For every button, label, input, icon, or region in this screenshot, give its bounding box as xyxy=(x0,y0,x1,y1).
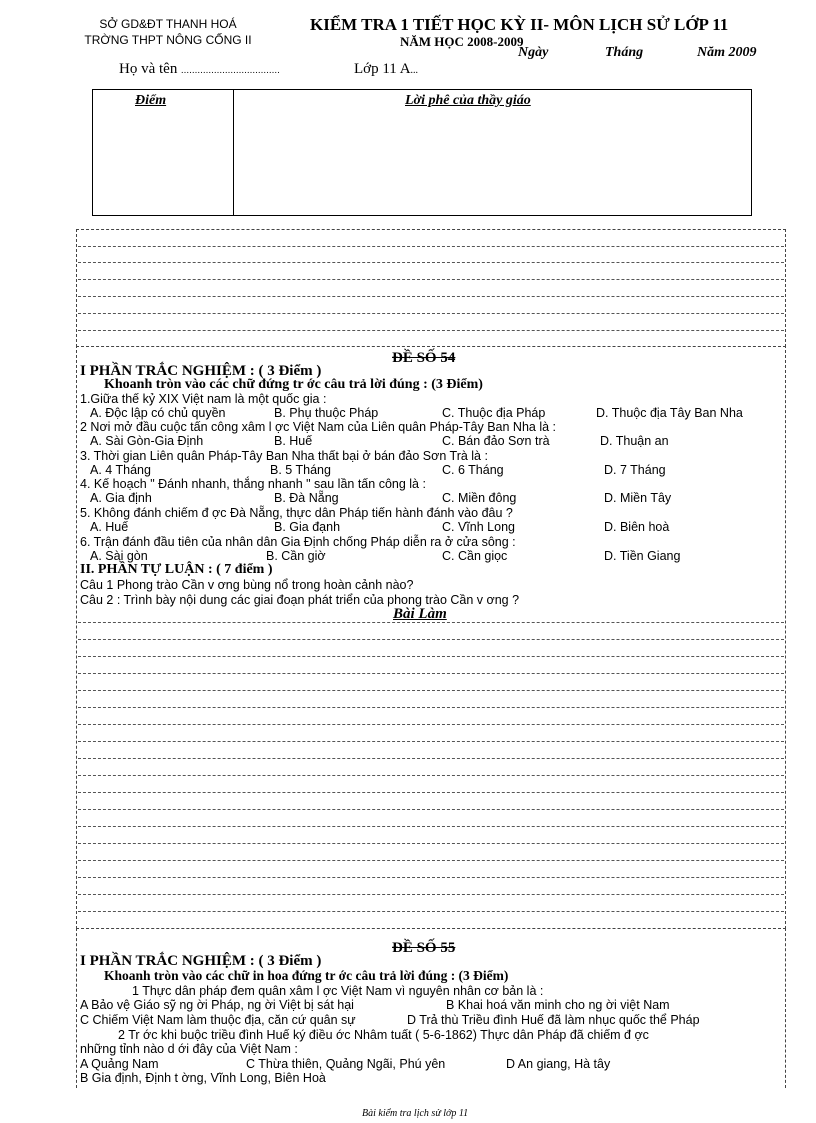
answer-line[interactable] xyxy=(78,792,784,793)
answer-line[interactable] xyxy=(78,690,784,691)
question-1: 1.Giữa thế kỷ XIX Việt nam là một quốc gia : xyxy=(80,392,327,406)
answer-line[interactable] xyxy=(78,724,784,725)
exam-54-part2-title: II. PHẦN TỰ LUẬN : ( 7 điểm ) xyxy=(80,562,273,577)
exam-55-answer-1c[interactable]: C Chiếm Việt Nam làm thuộc địa, căn cứ quân sự xyxy=(80,1013,356,1027)
exam-55-answer-2b[interactable]: B Gia định, Định t ờng, Vĩnh Long, Biên Hoà xyxy=(80,1071,326,1085)
answer-heading: Bài Làm xyxy=(393,606,447,622)
score-comment-box xyxy=(92,89,752,216)
exam-54-code: ĐỀ SỐ 54 xyxy=(392,350,456,366)
answer-line[interactable] xyxy=(78,860,784,861)
answer-line[interactable] xyxy=(78,639,784,640)
dotted-line xyxy=(78,246,784,247)
answer-line[interactable] xyxy=(78,894,784,895)
date-year-label: Năm 2009 xyxy=(697,45,757,60)
question-5: 5. Không đánh chiếm đ ợc Đà Nẵng, thực dân Pháp tiến hành đánh vào đâu ? xyxy=(80,506,513,520)
teacher-comment-label: Lời phê của thầy giáo xyxy=(405,93,531,108)
answer-2a[interactable]: A. Sài Gòn-Gia Định xyxy=(90,434,204,448)
date-month-label: Tháng xyxy=(605,45,644,60)
question-3: 3. Thời gian Liên quân Pháp-Tây Ban Nha thất bại ở bán đảo Sơn Trà là : xyxy=(80,449,488,463)
answer-line[interactable] xyxy=(78,707,784,708)
exam-55-answer-1d[interactable]: D Trả thù Triều đình Huế đã làm nhục quốc thể Pháp xyxy=(407,1013,700,1027)
exam-55-code: ĐỀ SỐ 55 xyxy=(392,940,456,956)
answer-5d[interactable]: D. Biên hoà xyxy=(604,520,670,534)
answer-line[interactable] xyxy=(78,843,784,844)
answer-5c[interactable]: C. Vĩnh Long xyxy=(442,520,515,534)
dotted-line xyxy=(78,330,784,331)
answer-line[interactable] xyxy=(78,809,784,810)
answer-6b[interactable]: B. Cần giờ xyxy=(266,549,326,563)
exam-title: KIỂM TRA 1 TIẾT HỌC KỲ II- MÔN LỊCH SỬ LỚP 11 xyxy=(310,15,729,34)
name-dots: .................................... xyxy=(181,65,281,75)
exam-55-answer-2d[interactable]: D An giang, Hà tây xyxy=(506,1057,611,1071)
answer-4d[interactable]: D. Miền Tây xyxy=(604,491,672,505)
question-4: 4. Kế hoạch " Đánh nhanh, thắng nhanh " sau lần tấn công là : xyxy=(80,477,426,491)
answer-1d[interactable]: D. Thuộc địa Tây Ban Nha xyxy=(596,406,743,420)
answer-6c[interactable]: C. Cần giọc xyxy=(442,549,508,563)
answer-5a[interactable]: A. Huế xyxy=(90,520,129,534)
question-2: 2 Nơi mở đầu cuộc tấn công xâm l ợc Việt Nam của Liên quân Pháp-Tây Ban Nha là : xyxy=(80,420,556,434)
answer-4b[interactable]: B. Đà Nẵng xyxy=(274,491,339,505)
answer-2d[interactable]: D. Thuận an xyxy=(600,434,669,448)
name-label: Họ và tên xyxy=(119,61,178,77)
answer-1c[interactable]: C. Thuộc địa Pháp xyxy=(442,406,546,420)
score-divider xyxy=(233,90,234,215)
exam-55-question-2-line2: những tỉnh nào d ới đây của Việt Nam : xyxy=(80,1042,298,1056)
answer-6d[interactable]: D. Tiền Giang xyxy=(604,549,681,563)
answer-line[interactable] xyxy=(78,758,784,759)
dotted-line xyxy=(78,313,784,314)
answer-6a[interactable]: A. Sài gòn xyxy=(90,549,148,563)
exam-55-answer-2a[interactable]: A Quảng Nam xyxy=(80,1057,159,1071)
exam-55-part1-title: I PHẦN TRẮC NGHIỆM : ( 3 Điểm ) xyxy=(80,953,322,969)
student-name-field[interactable] xyxy=(119,61,280,78)
answer-line[interactable] xyxy=(78,622,784,623)
class-label: Lớp 11 A xyxy=(354,61,411,77)
exam-54-part1-title: I PHẦN TRẮC NGHIỆM : ( 3 Điểm ) xyxy=(80,363,322,379)
score-label: Điểm xyxy=(135,93,167,108)
department-name: SỞ GD&ĐT THANH HOÁ xyxy=(99,17,237,31)
class-dots: ... xyxy=(410,65,419,76)
answer-3d[interactable]: D. 7 Tháng xyxy=(604,463,666,477)
answer-4a[interactable]: A. Gia định xyxy=(90,491,152,505)
answer-line[interactable] xyxy=(78,911,784,912)
answer-1b[interactable]: B. Phụ thuộc Pháp xyxy=(274,406,379,420)
answer-1a[interactable]: A. Độc lập có chủ quyền xyxy=(90,406,226,420)
exam-54-part1-instructions: Khoanh tròn vào các chữ đứng tr ớc câu trả lời đúng : (3 Điểm) xyxy=(104,377,483,392)
question-6: 6. Trận đánh đầu tiên của nhân dân Gia Định chống Pháp diễn ra ở cửa sông : xyxy=(80,535,516,549)
dotted-line xyxy=(78,296,784,297)
answer-line[interactable] xyxy=(78,826,784,827)
answer-line[interactable] xyxy=(78,877,784,878)
answer-line[interactable] xyxy=(78,775,784,776)
answer-line[interactable] xyxy=(78,673,784,674)
exam-55-question-1: 1 Thực dân pháp đem quân xâm l ợc Việt Nam vì nguyên nhân cơ bản là : xyxy=(132,984,544,998)
answer-5b[interactable]: B. Gia đạnh xyxy=(274,520,341,534)
page-footer: Bài kiểm tra lịch sử lớp 11 xyxy=(362,1108,469,1119)
school-year: NĂM HỌC 2008-2009 xyxy=(400,34,524,49)
answer-3b[interactable]: B. 5 Tháng xyxy=(270,463,331,477)
answer-3c[interactable]: C. 6 Tháng xyxy=(442,463,504,477)
answer-2b[interactable]: B. Huế xyxy=(274,434,313,448)
school-name: TRỜNG THPT NÔNG CỐNG II xyxy=(84,33,252,47)
exam-55-part1-instructions xyxy=(104,968,508,984)
exam-55-question-2-line1: 2 Tr ớc khi buộc triều đình Huế ký điều ớc Nhâm tuất ( 5-6-1862) Thực dân Pháp đã chiếm đ ợc xyxy=(118,1028,649,1042)
date-day-label: Ngày xyxy=(518,45,549,60)
dotted-line xyxy=(78,262,784,263)
exam-55-answer-1b[interactable]: B Khai hoá văn minh cho ng ời việt Nam xyxy=(446,998,670,1012)
class-field[interactable] xyxy=(354,61,418,78)
exam-55-answer-1a[interactable]: A Bảo vệ Giáo sỹ ng ời Pháp, ng ời Việt bị sát hại xyxy=(80,998,354,1012)
exam-55-instructions-text: Khoanh tròn vào các chữ in hoa đứng tr ớc câu trả lời đúng : (3 Điểm) xyxy=(104,968,509,983)
answer-line[interactable] xyxy=(78,656,784,657)
answer-3a[interactable]: A. 4 Tháng xyxy=(90,463,151,477)
essay-question-2: Câu 2 : Trình bày nội dung các giai đoạn phát triển của phong trào Cần v ơng ? xyxy=(80,593,520,607)
essay-question-1: Câu 1 Phong trào Cần v ơng bùng nổ trong hoàn cảnh nào? xyxy=(80,578,414,592)
exam-55-answer-2c[interactable]: C Thừa thiên, Quảng Ngãi, Phú yên xyxy=(246,1057,446,1071)
dotted-line xyxy=(78,279,784,280)
answer-line[interactable] xyxy=(78,741,784,742)
answer-2c[interactable]: C. Bán đảo Sơn trà xyxy=(442,434,550,448)
answer-4c[interactable]: C. Miền đông xyxy=(442,491,517,505)
